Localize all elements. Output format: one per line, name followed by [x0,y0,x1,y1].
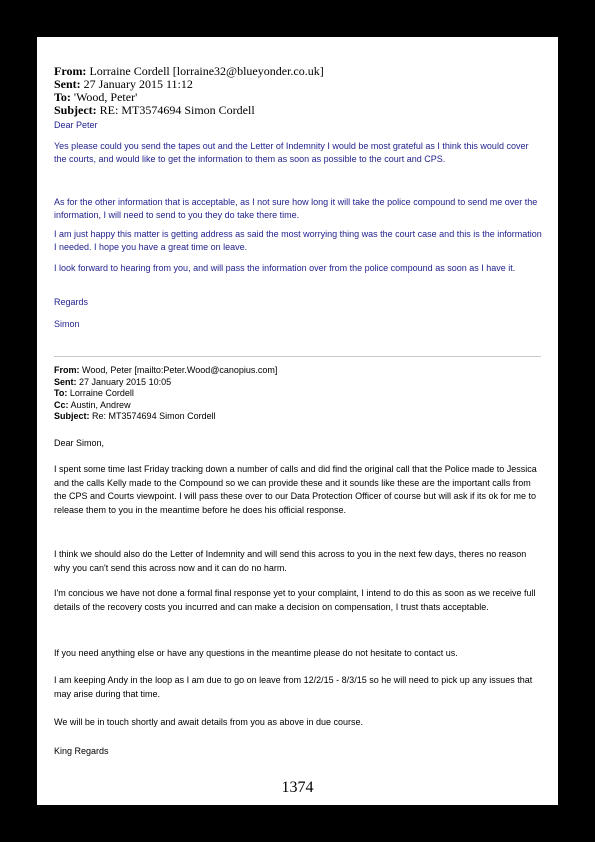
email1-closing: Regards [54,297,89,307]
email2-subject-line: Subject: Re: MT3574694 Simon Cordell [54,411,216,421]
email1-paragraph: Yes please could you send the tapes out and the Letter of Indemnity I would be most grateful as I think this would cover the courts, and would like to get the information to them as soon as possible to the court and CPS. [54,141,529,164]
email2-paragraph: I think we should also do the Letter of Indemnity and will send this across to you in the next few days, theres no reason why you can't send this across now and it can do no harm. [54,549,527,573]
email1-to-line: To: 'Wood, Peter' [54,90,138,104]
email2-sent-line: Sent: 27 January 2015 10:05 [54,376,172,387]
email2-from: Wood, Peter [mailto:Peter.Wood@canopius.com] [82,365,278,375]
email2-paragraph: I spent some time last Friday tracking down a number of calls and did find the original call that the Police made to Jessica and the calls Kelly made to the Compound so we can provide these and it sounds like these are the important calls from the CPS and Courts viewpoint. I will pass these over to our Data Protection Officer of course but will ask if its ok for me to release them to you in the meantime before he does his official response. [54,464,537,515]
email1-paragraph: As for the other information that is acceptable, as I not sure how long it will take the police compound to send me over the information, I will need to send to you they do take there time. [54,197,538,220]
email2-paragraph: I am keeping Andy in the loop as I am due to go on leave from 12/2/15 - 8/3/15 so he will need to pick up any issues that may arise during that time. [54,675,533,699]
email1-paragraph: I look forward to hearing from you, and will pass the information over from the police compound as soon as I have it. [54,263,516,273]
email2-sent: 27 January 2015 10:05 [79,376,172,387]
page-number: 1374 [281,779,314,796]
email2-header [54,365,544,423]
email1-subject-line: Subject: RE: MT3574694 Simon Cordell [54,103,255,117]
email1-greeting: Dear Peter [54,120,98,130]
email2-to: Lorraine Cordell [69,388,134,398]
email2-to-line: To: Lorraine Cordell [54,388,134,398]
email2-cc: Austin, Andrew [70,399,131,410]
email2-paragraph: If you need anything else or have any questions in the meantime please do not hesitate to contact us. [54,648,458,658]
email1-sent: 27 January 2015 11:12 [83,77,193,91]
email1-from: Lorraine Cordell [lorraine32@blueyonder.co.uk] [89,64,324,78]
email2-greeting: Dear Simon, [54,438,105,448]
email2-paragraph: I'm concious we have not done a formal final response yet to your complaint, I intend to do this as soon as we receive full details of the recovery costs you incurred and can make a decision on compensation, I trust thats acceptable. [54,588,536,612]
email1-to: 'Wood, Peter' [73,90,138,104]
email2-closing: King Regards [54,746,109,756]
email1-paragraph: I am just happy this matter is getting address as said the most worrying thing was the court case and this is the information I needed. I hope you have a great time on leave. [54,229,542,252]
email1-subject: RE: MT3574694 Simon Cordell [99,103,255,117]
email1-from-line: From: Lorraine Cordell [lorraine32@blueyonder.co.uk] [54,64,324,78]
email2-from-line: From: Wood, Peter [mailto:Peter.Wood@canopius.com] [54,365,278,375]
email1-sent-line: Sent: 27 January 2015 11:12 [54,77,193,91]
document-page [37,37,558,805]
email1-header [54,65,544,117]
email2-subject: Re: MT3574694 Simon Cordell [92,411,216,421]
email1-signature: Simon [54,319,80,329]
email-divider [54,356,541,357]
email2-paragraph: We will be in touch shortly and await details from you as above in due course. [54,717,363,727]
email2-cc-line: Cc: Austin, Andrew [54,399,131,410]
